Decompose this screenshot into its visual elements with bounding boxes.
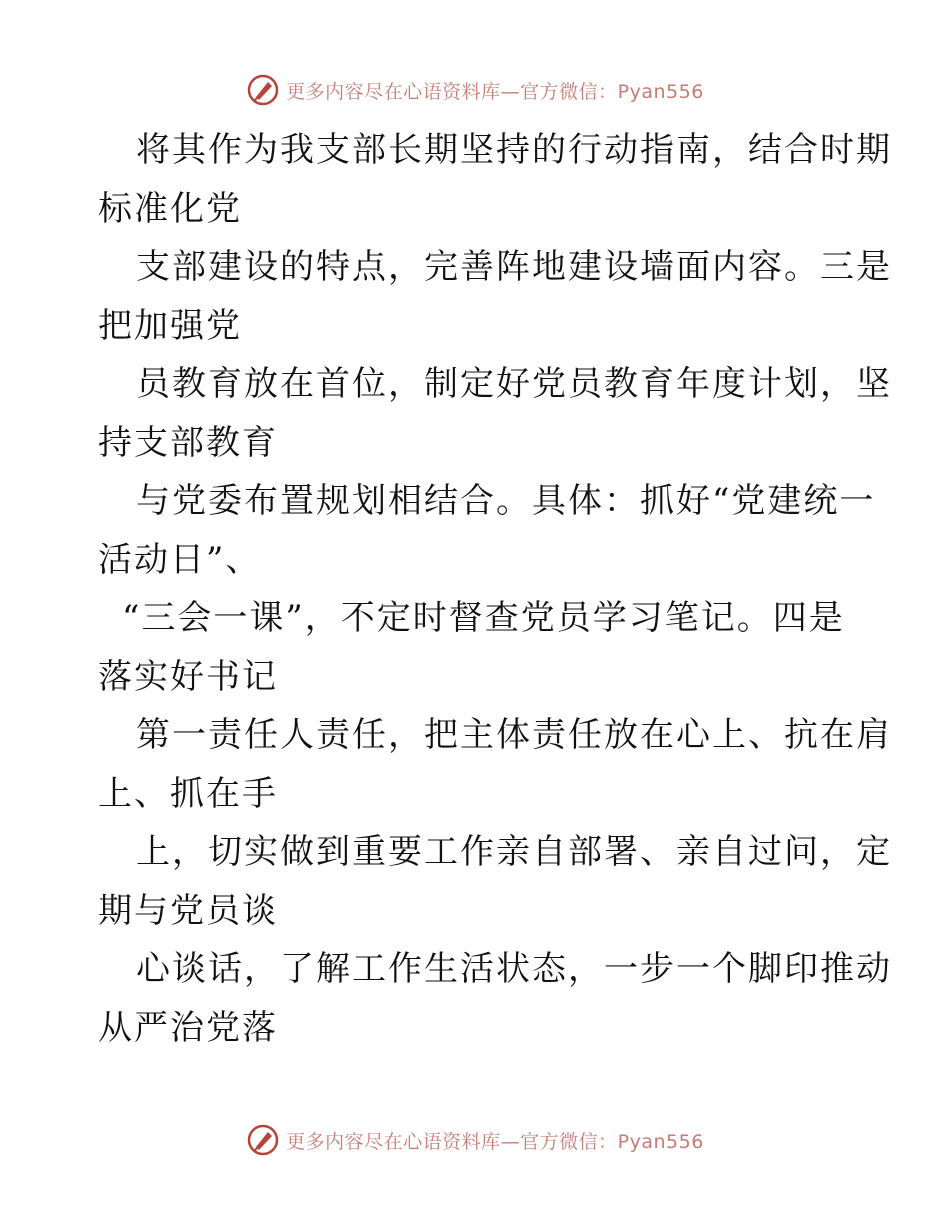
pen-nib-logo-icon [246,1123,280,1157]
body-line: 把加强党 [98,305,242,346]
body-line: 支部建设的特点，完善阵地建设墙面内容。三是 [136,247,892,287]
document-body [98,121,892,1057]
body-line: 上，切实做到重要工作亲自部署、亲自过问，定 [136,832,892,872]
body-line: 活动日”、 [98,539,262,580]
body-line: 落实好书记 [98,656,278,697]
body-line: 与党委布置规划相结合。具体：抓好“党建统一 [136,481,876,521]
body-line: “三会一课”，不定时督查党员学习笔记。四是 [122,598,845,638]
body-line: 上、抓在手 [98,773,278,814]
header-banner [0,70,950,110]
body-line: 从严治党落 [98,1007,278,1048]
body-line: 期与党员谈 [98,890,278,931]
pen-nib-logo-icon [246,73,280,107]
body-line: 员教育放在首位，制定好党员教育年度计划，坚 [136,364,892,404]
body-line: 将其作为我支部长期坚持的行动指南，结合时期 [136,130,892,170]
body-line: 第一责任人责任，把主体责任放在心上、抗在肩 [136,715,892,755]
body-line: 标准化党 [98,188,242,229]
body-line: 持支部教育 [98,422,278,463]
footer-banner-text: 更多内容尽在心语资料库—官方微信：Pyan556 [286,1130,704,1153]
header-banner-text: 更多内容尽在心语资料库—官方微信：Pyan556 [286,80,704,103]
footer-banner [0,1120,950,1160]
body-line: 心谈话，了解工作生活状态，一步一个脚印推动 [136,949,892,989]
